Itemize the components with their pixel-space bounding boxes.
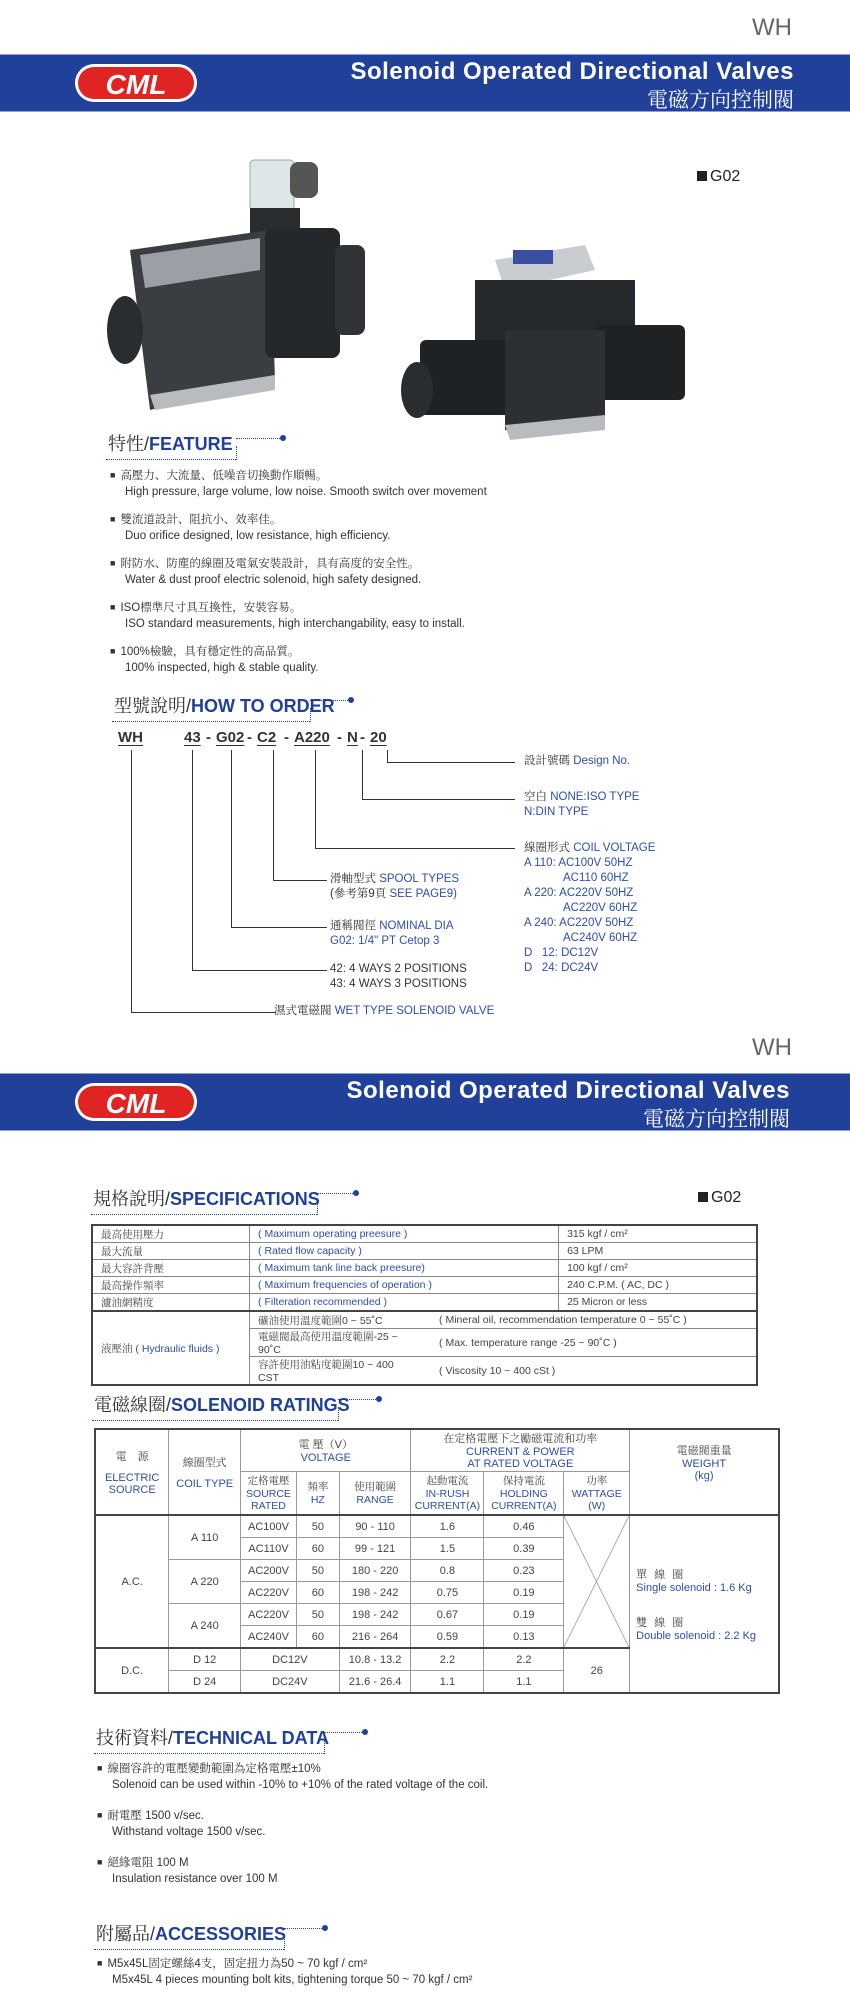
code-coil: A220 [294, 729, 330, 746]
header-inrush: 起動電流 IN-RUSH CURRENT(A) [411, 1471, 484, 1515]
separator: - [337, 729, 342, 746]
series-code: WH [752, 1034, 792, 1061]
header-source: 電 源 ELECTRIC SOURCE [95, 1429, 169, 1515]
table-row: 液壓油 ( Hydraulic fluids ) 礦油使用溫度範圍0 ~ 55˚C ( Mineral oil, recommendation temperature 0 ~ 55˚C ) [92, 1311, 757, 1329]
table-row: 最高使用壓力 ( Maximum operating preesure ) 315 kgf / cm² [92, 1225, 757, 1243]
svg-text:CML: CML [105, 1088, 167, 1119]
table-row: A.C. A 110 AC100V 50 90 - 110 1.6 0.46 單 線 圈 Single solenoid : 1.6 Kg 雙 線 圈 Double solenoid : 2.2 Kg [95, 1515, 779, 1538]
table-row: AC220V 60 198 - 242 0.75 0.19 [95, 1582, 779, 1604]
table-row: 容許使用油粘度範圍10 ~ 400 CST ( Viscosity 10 ~ 400 cSt ) [92, 1357, 757, 1386]
din-type-label: 空白 NONE:ISO TYPE N:DIN TYPE [524, 791, 640, 818]
code-wh: WH [118, 729, 143, 746]
technical-item: ■ 絕緣電阻 100 M Insulation resistance over 100 M [97, 1854, 488, 1887]
technical-item: ■ 耐電壓 1500 v/sec. Withstand voltage 1500 v/sec. [97, 1807, 488, 1840]
model-tag [698, 1189, 741, 1207]
table-row: D.C. D 12 DC12V 10.8 - 13.2 2.2 2.2 26 [95, 1648, 779, 1671]
dot-icon [348, 697, 354, 703]
header-weight: 電磁閥重量 WEIGHT (kg) [630, 1429, 779, 1515]
header-holding: 保持電流 HOLDING CURRENT(A) [484, 1471, 564, 1515]
banner-title-zh: 電磁方向控制閥 [643, 1108, 790, 1131]
table-row: A 240 AC220V 50 198 - 242 0.67 0.19 [95, 1604, 779, 1626]
dot-icon [376, 1396, 382, 1402]
dot-icon [280, 435, 286, 441]
square-icon [698, 1192, 708, 1202]
technical-title-en: TECHNICAL DATA [173, 1728, 330, 1748]
code-din: N [347, 729, 358, 746]
model-tag-label: G02 [710, 168, 741, 185]
spec-title-zh: 規格說明/ [93, 1189, 171, 1209]
header-current: 在定格電壓下之勵磁電流和功率 CURRENT & POWER AT RATED VOLTAGE [411, 1429, 630, 1471]
feature-title-zh: 特性/ [108, 434, 150, 454]
feature-item: ■ 附防水、防塵的線圈及電氣安裝設計，具有高度的安全性。 Water & dust proof electric solenoid, high safety designed. [110, 555, 487, 588]
spec-section-title [93, 1185, 320, 1211]
feature-item: ■ 高壓力、大流量、低噪音切換動作順暢。 High pressure, large volume, low noise. Smooth switch over movement [110, 467, 487, 500]
square-icon [697, 171, 707, 181]
design-no-label: 設計號碼 Design No. [524, 755, 631, 767]
code-dia: G02 [216, 729, 245, 746]
separator: - [206, 729, 211, 746]
banner-title-en: Solenoid Operated Directional Valves [346, 1077, 790, 1104]
cml-logo [74, 63, 198, 103]
accessories-title-zh: 附屬品/ [96, 1924, 156, 1944]
specifications-table [91, 1224, 758, 1386]
table-row: AC110V 60 99 - 121 1.5 0.39 [95, 1538, 779, 1560]
header-banner [0, 54, 850, 112]
feature-list [110, 467, 487, 687]
feature-title-en: FEATURE [149, 434, 233, 454]
code-spool: C2 [257, 729, 277, 746]
solenoid-section-title [94, 1391, 350, 1417]
cross-icon [564, 1516, 629, 1647]
header-banner [0, 1073, 850, 1131]
accessories-list [97, 1955, 472, 1988]
order-section-title [114, 692, 335, 718]
spool-types-label: 滑軸型式 SPOOL TYPES (參考第9頁 SEE PAGE9) [330, 873, 460, 900]
solenoid-ratings-table [94, 1428, 780, 1694]
table-row: A 220 AC200V 50 180 - 220 0.8 0.23 [95, 1560, 779, 1582]
technical-item: ■ 線圈容許的電壓變動範圍為定格電壓±10% Solenoid can be used within -10% to +10% of the rated voltage of the coil. [97, 1760, 488, 1793]
banner-title-zh: 電磁方向控制閥 [647, 89, 794, 112]
coil-voltage-list: A 110: AC100V 50HZ AC110 60HZ A 220: AC220V 50HZ AC220V 60HZ A 240: AC220V 50HZ AC240V 60HZ D 12: DC12V D 24: DC24V [524, 857, 638, 974]
header-range: 使用範圍 RANGE [339, 1471, 411, 1515]
header-rated: 定格電壓 SOURCE RATED [241, 1471, 297, 1515]
accessory-item: ■ M5x45L固定螺絲4支，固定扭力為50 ~ 70 kgf / cm² M5x45L 4 pieces mounting bolt kits, tightening torque 50 ~ 70 kgf / cm² [97, 1955, 472, 1988]
product-image-single-solenoid [100, 140, 420, 425]
table-row: 最大流量 ( Rated flow capacity ) 63 LPM [92, 1243, 757, 1260]
order-title-en: HOW TO ORDER [191, 696, 335, 716]
separator: - [247, 729, 252, 746]
table-row: D 24 DC24V 21.6 - 26.4 1.1 1.1 [95, 1671, 779, 1694]
svg-text:CML: CML [105, 69, 167, 100]
dot-icon [353, 1190, 359, 1196]
table-row: AC240V 60 216 - 264 0.59 0.13 [95, 1626, 779, 1649]
cml-logo [74, 1082, 198, 1122]
solenoid-title-en: SOLENOID RATINGS [171, 1395, 350, 1415]
fluid-label: 液壓油 ( Hydraulic fluids ) [92, 1311, 250, 1385]
coil-voltage-label: 線圈形式 COIL VOLTAGE [524, 842, 656, 854]
nominal-dia-label: 通稱閥徑 NOMINAL DIA G02: 1/4" PT Cetop 3 [330, 920, 454, 947]
separator: - [284, 729, 289, 746]
separator: - [360, 729, 365, 746]
code-design: 20 [370, 729, 387, 746]
feature-item: ■ 雙流道設計、阻抗小、效率佳。 Duo orifice designed, low resistance, high efficiency. [110, 511, 487, 544]
spec-title-en: SPECIFICATIONS [170, 1189, 320, 1209]
table-row: 最大容許背壓 ( Maximum tank line back preesure) 100 kgf / cm² [92, 1260, 757, 1277]
wattage-na-cell [564, 1515, 630, 1648]
table-row: 電磁閥最高使用溫度範圍-25 ~ 90˚C ( Max. temperature range -25 ~ 90˚C ) [92, 1329, 757, 1357]
feature-item: ■ ISO標準尺寸具互換性，安裝容易。 ISO standard measurements, high interchangability, easy to install. [110, 599, 487, 632]
header-wattage: 功率 WATTAGE (W) [564, 1471, 630, 1515]
dot-icon [362, 1729, 368, 1735]
technical-title-zh: 技術資料/ [96, 1728, 174, 1748]
feature-item: ■ 100%檢驗，具有穩定性的高品質。 100% inspected, high & stable quality. [110, 643, 487, 676]
accessories-section-title [96, 1920, 286, 1946]
technical-section-title [96, 1724, 329, 1750]
model-tag [697, 168, 740, 186]
dot-icon [322, 1925, 328, 1931]
code-ways: 43 [184, 729, 201, 746]
series-code: WH [752, 14, 792, 41]
accessories-title-en: ACCESSORIES [155, 1924, 287, 1944]
wet-type-label: 濕式電磁閥 WET TYPE SOLENOID VALVE [274, 1005, 495, 1017]
order-title-zh: 型號說明/ [114, 696, 192, 716]
table-row: 最高操作頻率 ( Maximum frequencies of operation ) 240 C.P.M. ( AC, DC ) [92, 1277, 757, 1294]
table-row: 濾油網精度 ( Filteration recommended ) 25 Micron or less [92, 1294, 757, 1312]
technical-list [97, 1760, 488, 1898]
header-hz: 頻率 HZ [296, 1471, 339, 1515]
weight-cell: 單 線 圈 Single solenoid : 1.6 Kg 雙 線 圈 Double solenoid : 2.2 Kg [630, 1515, 779, 1693]
feature-section-title [108, 430, 233, 456]
solenoid-title-zh: 電磁線圈/ [94, 1395, 172, 1415]
header-voltage: 電 壓（V） VOLTAGE [241, 1429, 411, 1471]
product-image-double-solenoid [395, 230, 695, 445]
ways-label: 42: 4 WAYS 2 POSITIONS 43: 4 WAYS 3 POSITIONS [330, 963, 467, 990]
banner-title-en: Solenoid Operated Directional Valves [350, 58, 794, 85]
header-coil: 線圈型式 COIL TYPE [169, 1429, 241, 1515]
model-tag-label: G02 [711, 1189, 742, 1206]
